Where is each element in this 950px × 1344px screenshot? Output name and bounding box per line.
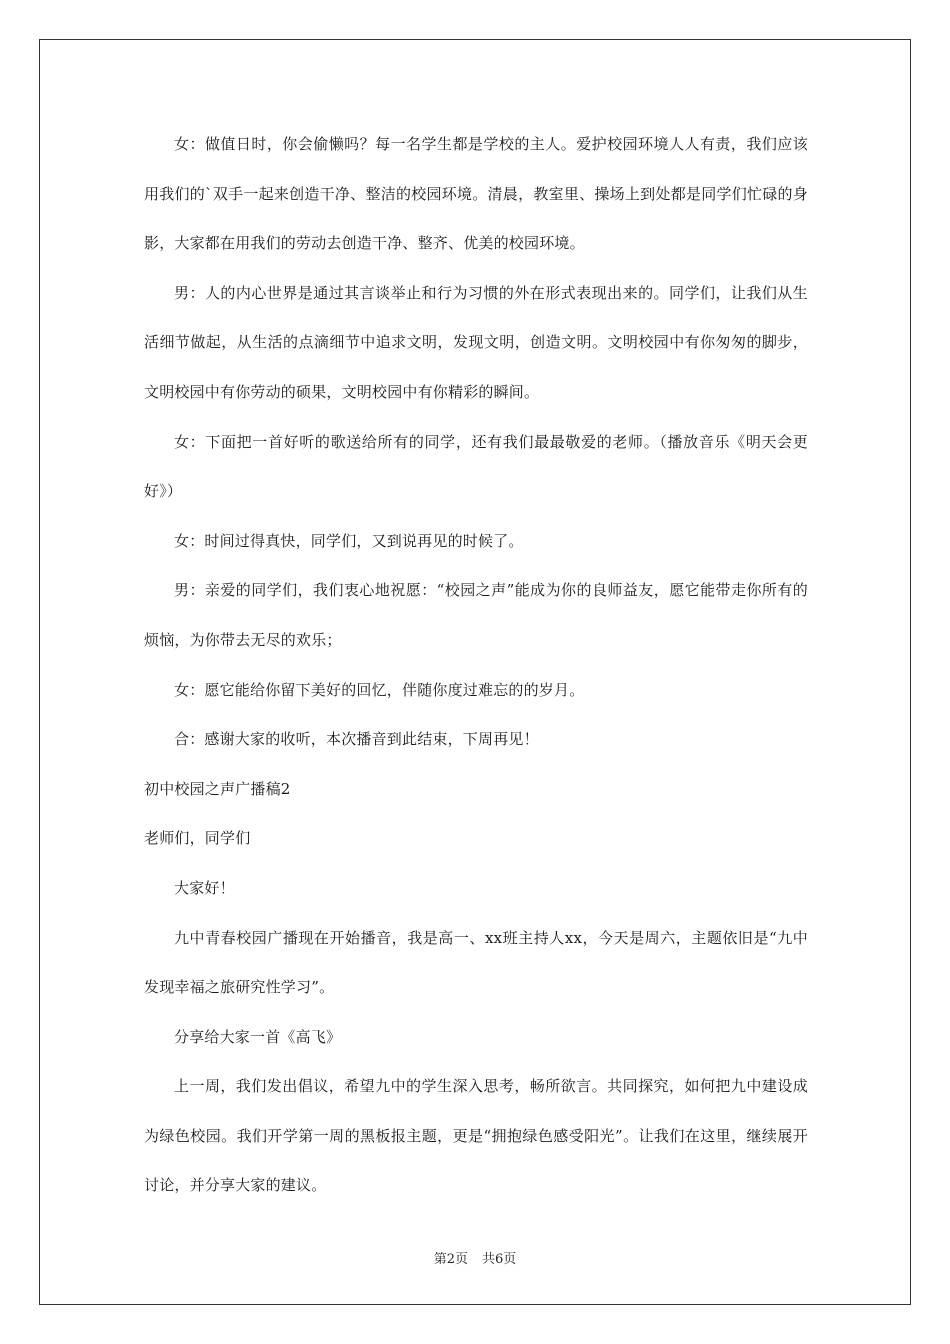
section-heading: 初中校园之声广播稿2 <box>144 779 291 798</box>
paragraph: 女：愿它能给你留下美好的回忆，伴随你度过难忘的的岁月。 <box>174 680 585 699</box>
paragraph: 大家好！ <box>174 878 235 897</box>
paragraph: 分享给大家一首《高飞》 <box>174 1027 342 1046</box>
paragraph: 男：人的内心世界是通过其言谈举止和行为习惯的外在形式表现出来的。同学们，让我们从生活细节做起，从生活的点滴细节中追求文明，发现文明，创造文明。文明校园中有你匆匆的脚步，文明校园中有你劳动的硕果，文明校园中有你精彩的瞬间。 <box>144 283 808 401</box>
page-number: 第2页 <box>433 1252 468 1267</box>
paragraph: 上一周，我们发出倡议，希望九中的学生深入思考，畅所欲言。共同探究，如何把九中建设成为绿色校园。我们开学第一周的黑板报主题，更是“拥抱绿色感受阳光”。让我们在这里，继续展开讨论，并分享大家的建议。 <box>144 1077 808 1195</box>
paragraph: 女：时间过得真快，同学们，又到说再见的时候了。 <box>174 531 524 550</box>
paragraph: 男：亲爱的同学们，我们衷心地祝愿：“校园之声”能成为你的良师益友，愿它能带走你所有的烦恼，为你带去无尽的欢乐； <box>144 581 808 649</box>
document-body <box>144 120 808 1211</box>
page-footer <box>0 1248 950 1267</box>
paragraph: 女：下面把一首好听的歌送给所有的同学，还有我们最最敬爱的老师。（播放音乐《明天会更好》） <box>144 432 808 501</box>
paragraph: 九中青春校园广播现在开始播音，我是高一、xx班主持人xx，今天是周六，主题依旧是“九中发现幸福之旅研究性学习”。 <box>144 928 808 997</box>
page-total: 共6页 <box>482 1252 517 1267</box>
paragraph: 合：感谢大家的收听，本次播音到此结束，下周再见！ <box>174 730 539 749</box>
salutation: 老师们，同学们 <box>144 829 251 848</box>
paragraph: 女：做值日时，你会偷懒吗？每一名学生都是学校的主人。爱护校园环境人人有责，我们应该用我们的`双手一起来创造干净、整洁的校园环境。清晨，教室里、操场上到处都是同学们忙碌的身影，大家都在用我们的劳动去创造干净、整齐、优美的校园环境。 <box>144 135 808 253</box>
